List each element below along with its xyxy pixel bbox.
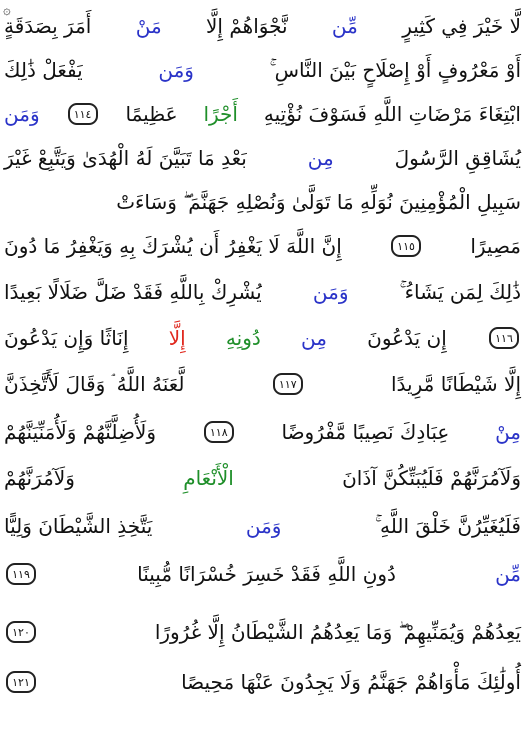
verse-line — [0, 270, 525, 314]
verse-text-segment: يَعِدُهُمْ وَيُمَنِّيهِمْ ۖ وَمَا يَعِدُهُمُ الشَّيْطَانُ إِلَّا غُرُورًا — [154, 620, 521, 644]
verse-text-segment: عَظِيمًا — [125, 102, 178, 126]
verse-line — [0, 410, 525, 454]
verse-text-segment: يَتَّخِذِ الشَّيْطَانَ وَلِيًّا — [4, 514, 153, 538]
verse-text-segment: وَلَآمُرَنَّهُمْ فَلَيُبَتِّكُنَّ آذَانَ — [342, 466, 521, 490]
verse-text-segment: فَلَيُغَيِّرُنَّ خَلْقَ اللَّهِ ۚ — [375, 514, 521, 538]
verse-line — [0, 362, 525, 406]
verse-line — [0, 610, 525, 654]
verse-line — [0, 456, 525, 500]
verse-text-segment: أُولَٰئِكَ مَأْوَاهُمْ جَهَنَّمُ وَلَا يَجِدُونَ عَنْهَا مَحِيصًا — [181, 670, 521, 694]
verse-text-segment: لَّعَنَهُ اللَّهُ ۘ وَقَالَ لَأَتَّخِذَنَّ — [4, 372, 185, 396]
verse-line — [0, 4, 525, 48]
verse-text-segment: إِلَّا شَيْطَانًا مَّرِيدًا — [391, 372, 521, 396]
verse-line — [0, 552, 525, 596]
verse-text-segment: إِنَّ اللَّهَ لَا يَغْفِرُ أَن يُشْرَكَ بِهِ وَيَغْفِرُ مَا دُونَ — [4, 234, 342, 258]
verse-text-segment: مَنْ — [135, 14, 162, 38]
verse-line — [0, 660, 525, 704]
ayah-number-marker: ١١٨ — [204, 421, 234, 443]
rub-el-hizb-icon: ۞ — [3, 3, 11, 18]
ayah-number-marker: ١١٥ — [391, 235, 421, 257]
verse-text-segment: دُونِهِ — [225, 326, 261, 350]
verse-text-segment: دُونِ اللَّهِ فَقَدْ خَسِرَ خُسْرَانًا مُّبِينًا — [137, 562, 396, 586]
ayah-number-marker: ١٢٠ — [6, 621, 36, 643]
verse-text-segment: أَوْ مَعْرُوفٍ أَوْ إِصْلَاحٍ بَيْنَ النَّاسِ ۚ — [269, 58, 521, 82]
ayah-number-marker: ١١٩ — [6, 563, 36, 585]
verse-text-segment: الْأَنْعَامِ — [183, 466, 234, 490]
verse-text-segment: وَمَن — [312, 280, 349, 304]
verse-line — [0, 316, 525, 360]
verse-text-segment: سَبِيلِ الْمُؤْمِنِينَ نُوَلِّهِ مَا تَوَلَّىٰ وَنُصْلِهِ جَهَنَّمَ ۖ وَسَاءَتْ — [116, 190, 521, 214]
ayah-number-marker: ١٢١ — [6, 671, 36, 693]
verse-line — [0, 504, 525, 548]
verse-text-segment: عِبَادِكَ نَصِيبًا مَّفْرُوضًا — [281, 420, 450, 444]
ayah-number-marker: ١١٤ — [68, 103, 98, 125]
verse-text-segment: بَعْدِ مَا تَبَيَّنَ لَهُ الْهُدَىٰ وَيَتَّبِعْ غَيْرَ — [4, 146, 247, 170]
verse-line — [0, 180, 525, 224]
verse-text-segment: مِن — [307, 146, 334, 170]
verse-text-segment: إِن يَدْعُونَ — [367, 326, 447, 350]
verse-line — [0, 92, 525, 136]
ayah-number-marker: ١١٧ — [273, 373, 303, 395]
verse-text-segment: وَمَن — [245, 514, 282, 538]
verse-text-segment: نَّجْوَاهُمْ إِلَّا — [206, 14, 288, 38]
ayah-number-marker: ١١٦ — [489, 327, 519, 349]
verse-text-segment: يُشْرِكْ بِاللَّهِ فَقَدْ ضَلَّ ضَلَالًا بَعِيدًا — [4, 280, 262, 304]
verse-text-segment: لَّا خَيْرَ فِي كَثِيرٍ — [402, 14, 521, 38]
verse-text-segment: أَمَرَ بِصَدَقَةٍ — [4, 14, 92, 38]
verse-text-segment: ذَٰلِكَ لِمَن يَشَاءُ ۚ — [399, 280, 521, 304]
verse-line — [0, 48, 525, 92]
verse-text-segment: ابْتِغَاءَ مَرْضَاتِ اللَّهِ فَسَوْفَ نُؤْتِيهِ — [263, 102, 521, 126]
verse-line — [0, 136, 525, 180]
verse-text-segment: إِلَّا — [168, 326, 186, 350]
verse-text-segment: مِن — [301, 326, 327, 350]
verse-text-segment: مَصِيرًا — [470, 234, 521, 258]
verse-text-segment: مِنْ — [495, 420, 521, 444]
verse-text-segment: مِّن — [331, 14, 358, 38]
verse-text-segment: مِّن — [495, 562, 521, 586]
verse-text-segment: أَجْرًا — [203, 102, 238, 126]
verse-text-segment: يَفْعَلْ ذَٰلِكَ — [4, 58, 83, 82]
verse-text-segment: يُشَاقِقِ الرَّسُولَ — [394, 146, 521, 170]
verse-text-segment: إِنَاثًا وَإِن يَدْعُونَ — [4, 326, 129, 350]
verse-text-segment: وَمَن — [158, 58, 194, 82]
verse-text-segment: وَلَآمُرَنَّهُمْ — [4, 466, 75, 490]
verse-line — [0, 224, 525, 268]
verse-text-segment: وَمَن — [4, 102, 40, 126]
verse-text-segment: وَلَأُضِلَّنَّهُمْ وَلَأُمَنِّيَنَّهُمْ — [4, 420, 157, 444]
